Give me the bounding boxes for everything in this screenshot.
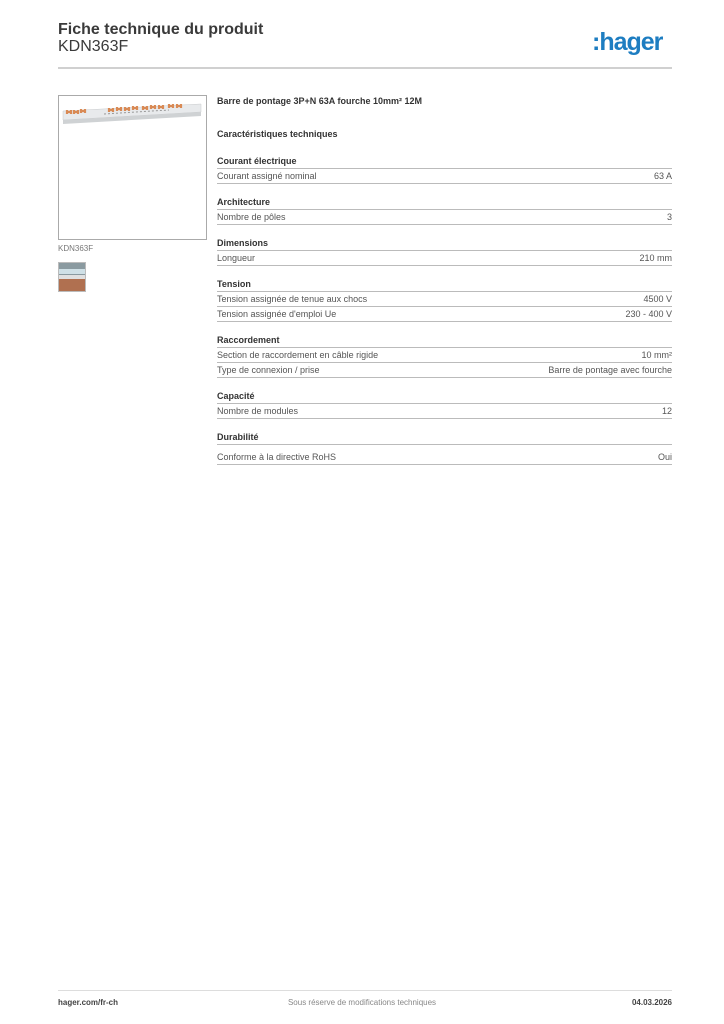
header-divider — [58, 67, 672, 69]
spec-row — [217, 251, 672, 266]
image-thumbnail[interactable] — [58, 262, 86, 292]
spec-row — [217, 450, 672, 465]
section-heading: Architecture — [217, 196, 672, 210]
spec-section — [217, 390, 672, 419]
section-heading: Tension — [217, 278, 672, 292]
spec-label: Courant assigné nominal — [217, 171, 317, 181]
product-name: Barre de pontage 3P+N 63A fourche 10mm² 12M — [217, 96, 422, 106]
spec-row — [217, 363, 672, 378]
spec-value: Barre de pontage avec fourche — [548, 365, 672, 375]
product-image — [58, 95, 207, 240]
spec-label: Conforme à la directive RoHS — [217, 452, 337, 462]
footer-divider — [58, 990, 672, 991]
spec-label: Tension assignée de tenue aux chocs — [217, 294, 368, 304]
section-heading: Raccordement — [217, 334, 672, 348]
spec-value: 3 — [666, 212, 672, 222]
page-title: Fiche technique du produit — [58, 21, 264, 38]
image-caption: KDN363F — [58, 244, 94, 253]
product-code: KDN363F — [58, 38, 129, 55]
spec-section — [217, 334, 672, 378]
spec-value: 10 mm² — [641, 350, 672, 360]
section-heading: Capacité — [217, 390, 672, 404]
spec-row — [217, 169, 672, 184]
spec-panel — [217, 95, 672, 465]
footer-date: 04.03.2026 — [631, 998, 672, 1007]
footer-website-link[interactable]: hager.com/fr-ch — [58, 998, 119, 1007]
specs-title: Caractéristiques techniques — [217, 129, 338, 139]
spec-section — [217, 196, 672, 225]
spec-row — [217, 307, 672, 322]
spec-value: 230 - 400 V — [625, 309, 672, 319]
section-heading: Durabilité — [217, 431, 672, 445]
spec-row — [217, 292, 672, 307]
spec-row — [217, 348, 672, 363]
spec-section — [217, 155, 672, 184]
spec-label: Type de connexion / prise — [217, 365, 320, 375]
spec-label: Nombre de pôles — [217, 212, 286, 222]
spec-label: Tension assignée d'emploi Ue — [217, 309, 337, 319]
spec-value: 63 A — [653, 171, 672, 181]
spec-row — [217, 404, 672, 419]
spec-value: 4500 V — [643, 294, 672, 304]
spec-row — [217, 210, 672, 225]
spec-label: Nombre de modules — [217, 406, 299, 416]
spec-value: 12 — [661, 406, 672, 416]
hager-logo: :hager — [592, 28, 663, 56]
spec-section — [217, 431, 672, 465]
section-heading: Courant électrique — [217, 155, 672, 169]
spec-value: Oui — [657, 452, 672, 462]
section-heading: Dimensions — [217, 237, 672, 251]
spec-label: Longueur — [217, 253, 256, 263]
spec-section — [217, 237, 672, 266]
spec-value: 210 mm — [639, 253, 672, 263]
spec-section — [217, 278, 672, 322]
footer-notice: Sous réserve de modifications techniques — [287, 998, 437, 1007]
spec-label: Section de raccordement en câble rigide — [217, 350, 379, 360]
